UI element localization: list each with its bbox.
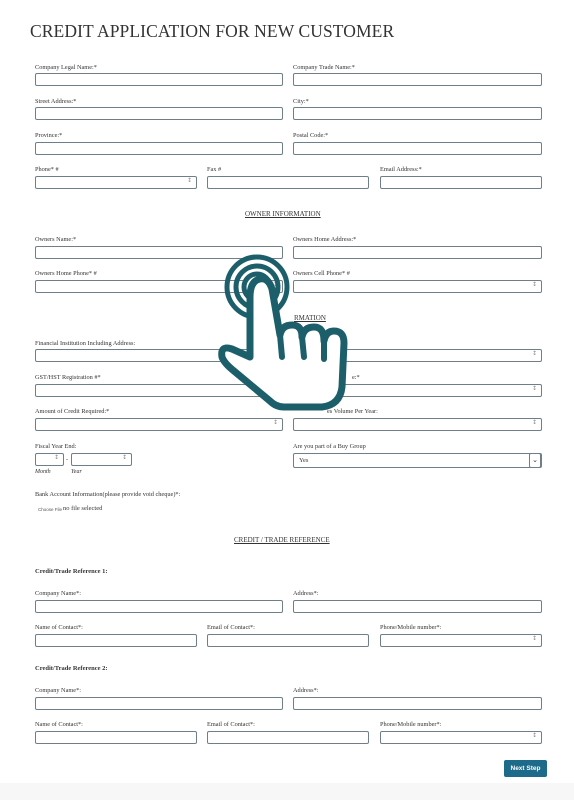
ref1-phone-label: Phone/Mobile number*: xyxy=(380,624,442,631)
credit-trade-reference-heading: CREDIT / TRADE REFERENCE xyxy=(234,536,330,544)
street-address-input[interactable] xyxy=(35,107,283,120)
credit-required-label: Amount of Credit Required:* xyxy=(35,408,110,415)
reference-2-title: Credit/Trade Reference 2: xyxy=(35,665,108,672)
company-legal-name-input[interactable] xyxy=(35,73,283,86)
postal-code-input[interactable] xyxy=(293,142,542,155)
fax-label: Fax # xyxy=(207,166,222,173)
phone-input[interactable] xyxy=(35,176,197,189)
ref1-company-name-label: Company Name*: xyxy=(35,590,81,597)
choose-file-button[interactable]: Choose File xyxy=(38,507,63,512)
ref1-contact-email-label: Email of Contact*: xyxy=(207,624,255,631)
sales-volume-label: es Volume Per Year: xyxy=(327,408,378,415)
company-trade-name-input[interactable] xyxy=(293,73,542,86)
ref1-contact-name-input[interactable] xyxy=(35,634,197,647)
buy-group-label: Are you part of a Buy Group xyxy=(293,443,366,450)
owners-cell-phone-label: Owners Cell Phone* # xyxy=(293,270,350,277)
gst-label: GST/HST Registration #* xyxy=(35,374,101,381)
ref1-contact-name-label: Name of Contact*: xyxy=(35,624,83,631)
ref2-contact-email-label: Email of Contact*: xyxy=(207,721,255,728)
financial-institution-label: Financial Institution Including Address: xyxy=(35,340,136,347)
fax-input[interactable] xyxy=(207,176,369,189)
ref2-contact-name-input[interactable] xyxy=(35,731,197,744)
ref1-contact-email-input[interactable] xyxy=(207,634,369,647)
ref2-contact-email-input[interactable] xyxy=(207,731,369,744)
province-label: Province:* xyxy=(35,132,63,139)
date-separator: - xyxy=(66,456,69,463)
ref2-phone-label: Phone/Mobile number*: xyxy=(380,721,442,728)
province-input[interactable] xyxy=(35,142,283,155)
email-label: Email Address:* xyxy=(380,166,422,173)
ref1-address-input[interactable] xyxy=(293,600,542,613)
ref2-company-name-input[interactable] xyxy=(35,697,283,710)
ref1-address-label: Address*: xyxy=(293,590,319,597)
owners-name-label: Owners Name:* xyxy=(35,236,77,243)
ref2-company-name-label: Company Name*: xyxy=(35,687,81,694)
owners-home-phone-label: Owners Home Phone* # xyxy=(35,270,97,277)
ref2-address-label: Address*: xyxy=(293,687,319,694)
ref1-company-name-input[interactable] xyxy=(35,600,283,613)
financial-right-label: e:* xyxy=(352,374,360,381)
postal-code-label: Postal Code:* xyxy=(293,132,329,139)
ref1-phone-input[interactable] xyxy=(380,634,542,647)
company-trade-name-label: Company Trade Name:* xyxy=(293,64,355,71)
fiscal-year-input[interactable] xyxy=(71,453,132,466)
ref2-phone-input[interactable] xyxy=(380,731,542,744)
next-step-button[interactable]: Next Step xyxy=(504,760,547,777)
chevron-down-icon: ⌄ xyxy=(529,453,541,468)
owner-information-heading: OWNER INFORMATION xyxy=(245,210,321,218)
street-address-label: Street Address:* xyxy=(35,98,77,105)
company-legal-name-label: Company Legal Name:* xyxy=(35,64,97,71)
phone-label: Phone* # xyxy=(35,166,59,173)
buy-group-select[interactable] xyxy=(293,453,542,468)
owners-home-address-label: Owners Home Address:* xyxy=(293,236,357,243)
month-caption: Month xyxy=(35,469,51,475)
fiscal-month-input[interactable] xyxy=(35,453,64,466)
ref2-contact-name-label: Name of Contact*: xyxy=(35,721,83,728)
reference-1-title: Credit/Trade Reference 1: xyxy=(35,568,108,575)
city-input[interactable] xyxy=(293,107,542,120)
financial-information-heading: RMATION xyxy=(294,314,326,322)
footer-strip xyxy=(0,783,574,800)
ref2-address-input[interactable] xyxy=(293,697,542,710)
year-caption: Year xyxy=(71,469,82,475)
fiscal-year-end-label: Fiscal Year End: xyxy=(35,443,77,450)
tap-hand-icon xyxy=(210,245,360,425)
city-label: City:* xyxy=(293,98,309,105)
email-input[interactable] xyxy=(380,176,542,189)
bank-info-label: Bank Account Information(please provide void cheque)*: xyxy=(35,491,181,498)
no-file-text: no file selected xyxy=(63,505,103,512)
buy-group-value: Yes xyxy=(299,457,309,464)
page-title: CREDIT APPLICATION FOR NEW CUSTOMER xyxy=(30,21,395,41)
